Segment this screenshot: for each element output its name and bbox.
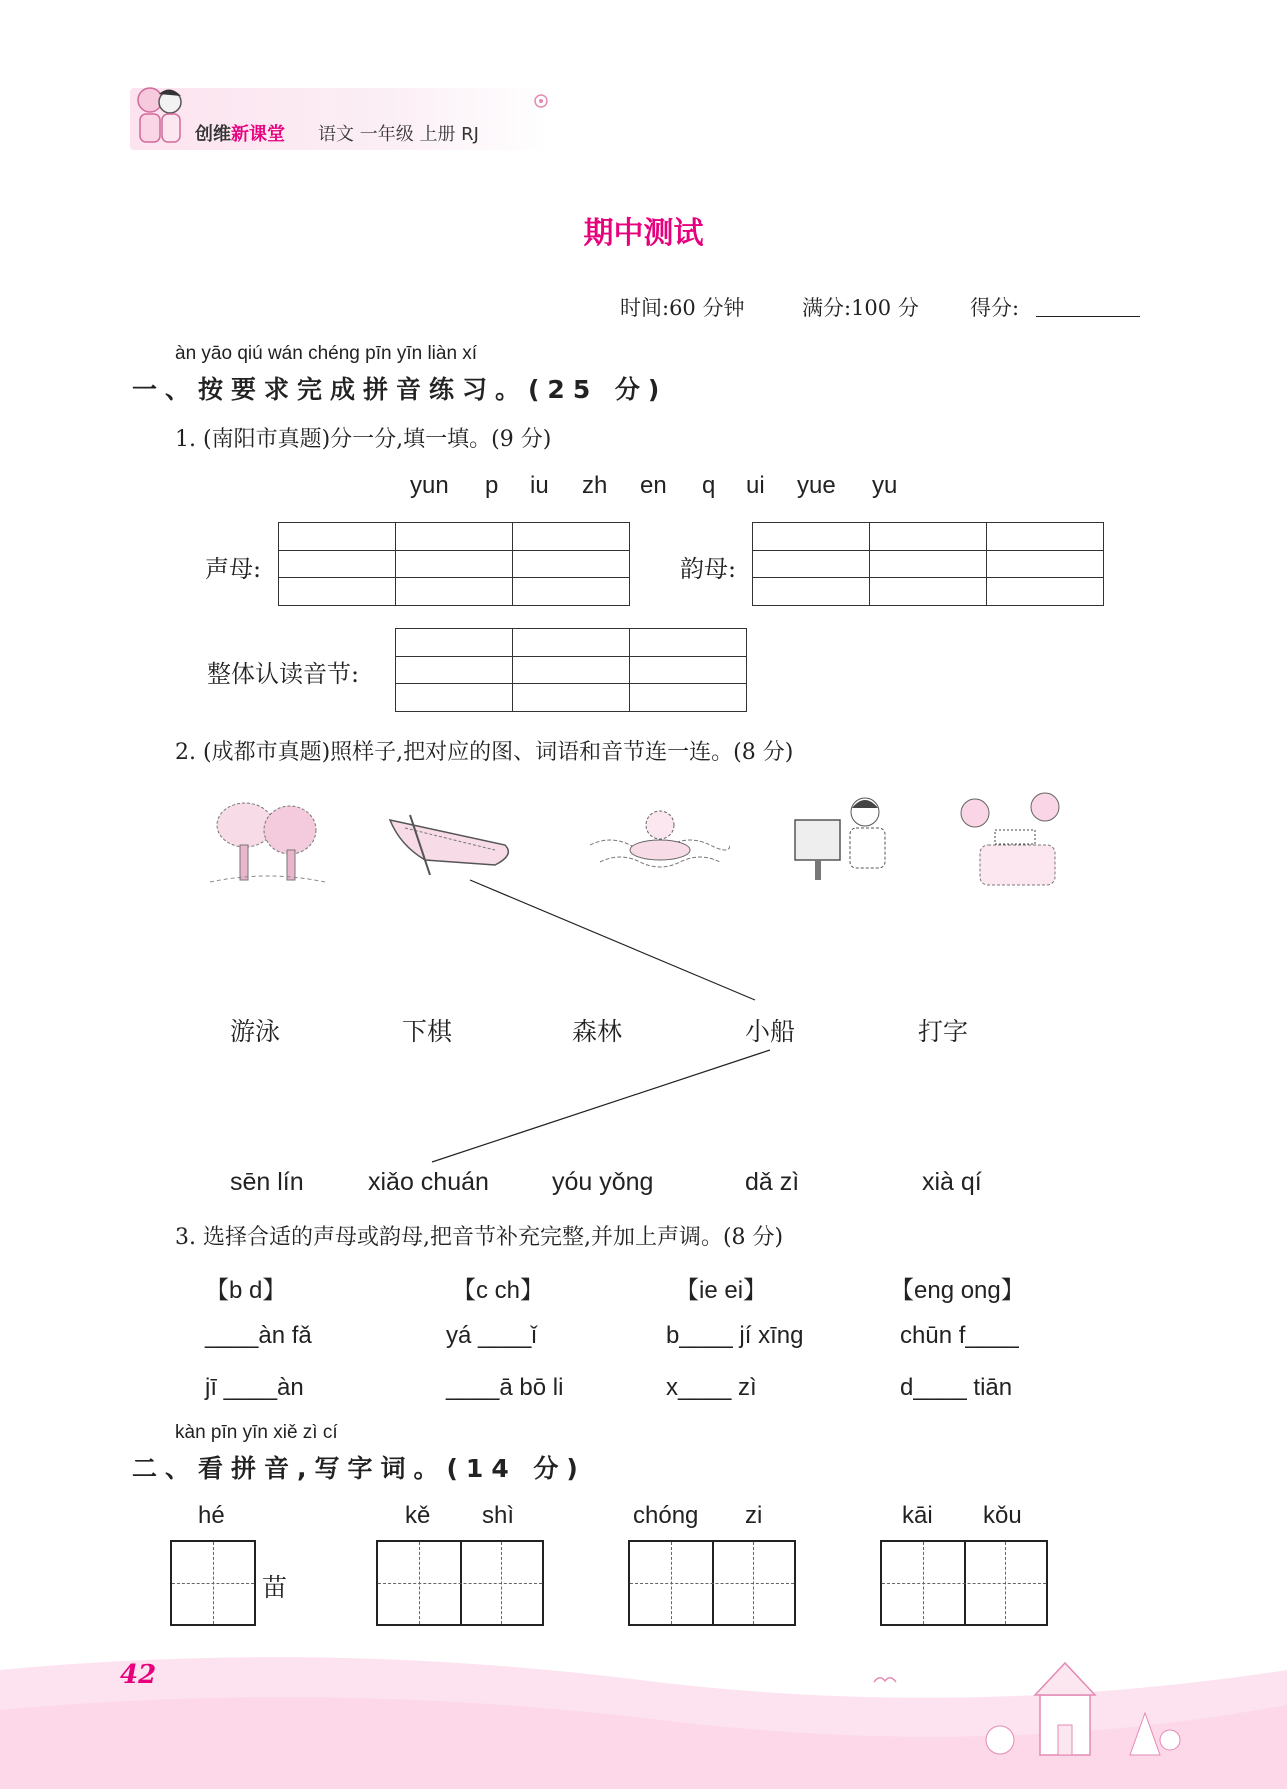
q2-word[interactable]: 打字	[918, 1017, 969, 1046]
q1-syllable: p	[485, 472, 499, 499]
s2-pinyin: kě	[405, 1502, 431, 1529]
zhengti-grid[interactable]	[395, 628, 747, 712]
s2-pinyin: kǒu	[983, 1502, 1022, 1529]
q1-syllable: zh	[582, 472, 608, 499]
q2-word[interactable]: 森林	[572, 1017, 623, 1046]
typing-picture[interactable]	[790, 790, 900, 890]
yunmu-label: 韵母:	[680, 555, 737, 583]
q3-item[interactable]: ____ā bō li	[446, 1374, 564, 1401]
writing-box[interactable]	[170, 1540, 256, 1626]
page-title: 期中测试	[583, 216, 704, 251]
score-label: 得分:	[970, 296, 1020, 320]
q3-options: 【eng ong】	[890, 1277, 1025, 1304]
forest-picture[interactable]	[205, 790, 330, 890]
castle-icon	[960, 1655, 1185, 1765]
writing-box[interactable]	[628, 1540, 796, 1626]
q3-options: 【ie ei】	[675, 1277, 768, 1304]
page-number: 42	[120, 1660, 157, 1690]
cartoon-kids-icon	[128, 80, 188, 152]
q2-word[interactable]: 游泳	[230, 1017, 281, 1046]
q2-word[interactable]: 下棋	[402, 1017, 453, 1046]
writing-box[interactable]	[880, 1540, 1048, 1626]
brand-name: 创维新课堂	[195, 124, 285, 145]
q2-prompt: 2. (成都市真题)照样子,把对应的图、词语和音节连一连。(8 分)	[175, 740, 794, 765]
flower-icon	[532, 92, 550, 110]
shengmu-grid[interactable]	[278, 522, 630, 606]
s2-pinyin: zi	[745, 1502, 763, 1529]
boat-picture[interactable]	[385, 800, 525, 875]
q1-syllable: iu	[530, 472, 549, 499]
q3-options: 【c ch】	[452, 1277, 545, 1304]
q3-options: 【b d】	[205, 1277, 287, 1304]
score-blank[interactable]	[1036, 316, 1140, 317]
q2-syllable[interactable]: sēn lín	[230, 1168, 304, 1196]
section1-heading: 一、按要求完成拼音练习。(25 分)	[132, 375, 668, 404]
q1-prompt: 1. (南阳市真题)分一分,填一填。(9 分)	[175, 427, 552, 452]
q3-item[interactable]: yá ____ǐ	[446, 1322, 537, 1349]
q1-syllable: yu	[872, 472, 898, 499]
q2-syllable[interactable]: xiǎo chuán	[368, 1168, 489, 1196]
q2-word[interactable]: 小船	[745, 1017, 796, 1046]
bird-icon	[872, 1672, 898, 1690]
q1-syllable: ui	[746, 472, 765, 499]
s2-given-char: 苗	[262, 1573, 288, 1602]
time-info: 时间:60 分钟	[620, 296, 745, 320]
section1-pinyin: àn yāo qiú wán chéng pīn yīn liàn xí	[175, 343, 478, 364]
q1-syllable: yun	[410, 472, 449, 499]
q3-item[interactable]: d____ tiān	[900, 1374, 1013, 1401]
q1-syllable: q	[702, 472, 716, 499]
q3-item[interactable]: chūn f____	[900, 1322, 1019, 1349]
q3-item[interactable]: b____ jí xīng	[666, 1322, 804, 1349]
s2-pinyin: kāi	[902, 1502, 933, 1529]
chess-picture[interactable]	[950, 785, 1075, 890]
s2-pinyin: chóng	[633, 1502, 699, 1529]
full-score-info: 满分:100 分	[802, 296, 919, 320]
q3-item[interactable]: ____àn fǎ	[205, 1322, 312, 1349]
section2-pinyin: kàn pīn yīn xiě zì cí	[175, 1422, 338, 1443]
q2-syllable[interactable]: xià qí	[922, 1168, 982, 1196]
q2-syllable[interactable]: yóu yǒng	[552, 1168, 654, 1196]
writing-box[interactable]	[376, 1540, 544, 1626]
q3-item[interactable]: x____ zì	[666, 1374, 757, 1401]
q3-item[interactable]: jī ____àn	[205, 1374, 304, 1401]
q1-syllable: yue	[797, 472, 836, 499]
swimming-picture[interactable]	[590, 800, 730, 880]
subject-info: 语文 一年级 上册 RJ	[318, 124, 479, 145]
s2-pinyin: shì	[482, 1502, 515, 1529]
q3-prompt: 3. 选择合适的声母或韵母,把音节补充完整,并加上声调。(8 分)	[175, 1225, 784, 1250]
q2-syllable[interactable]: dǎ zì	[745, 1168, 800, 1196]
q1-syllable: en	[640, 472, 667, 499]
s2-pinyin: hé	[198, 1502, 225, 1529]
yunmu-grid[interactable]	[752, 522, 1104, 606]
shengmu-label: 声母:	[205, 555, 262, 583]
zhengti-label: 整体认读音节:	[207, 660, 360, 688]
section2-heading: 二、看拼音,写字词。(14 分)	[132, 1454, 586, 1483]
